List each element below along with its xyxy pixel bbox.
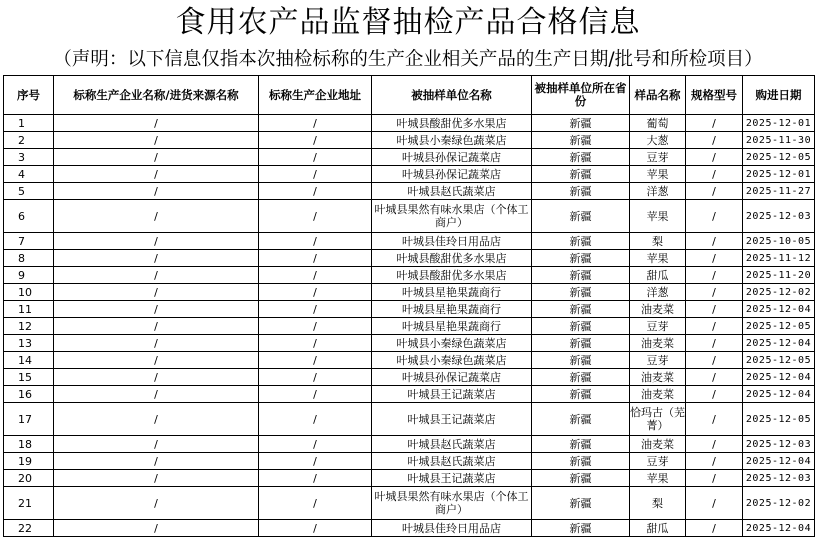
table-row [4,166,815,183]
cell-index: 15 [4,369,54,386]
cell-purchase-date: 2025-11-20 [743,267,815,284]
cell-province: 新疆 [532,453,630,470]
cell-spec: / [686,453,743,470]
table-row [4,403,815,436]
table-row [4,200,815,233]
cell-company: / [54,183,259,200]
cell-company: / [54,369,259,386]
cell-purchase-date: 2025-11-12 [743,250,815,267]
table-row [4,284,815,301]
cell-index: 11 [4,301,54,318]
cell-company: / [54,335,259,352]
cell-index: 7 [4,233,54,250]
cell-address: / [259,453,372,470]
table-row [4,149,815,166]
header-address: 标称生产企业地址 [259,76,372,115]
cell-purchase-date: 2025-12-02 [743,284,815,301]
cell-sampled-unit: 叶城县佳玲日用品店 [372,233,532,250]
cell-spec: / [686,233,743,250]
cell-sampled-unit: 叶城县星艳果蔬商行 [372,301,532,318]
cell-index: 17 [4,403,54,436]
table-row [4,233,815,250]
cell-purchase-date: 2025-12-02 [743,487,815,520]
cell-company: / [54,487,259,520]
cell-index: 10 [4,284,54,301]
cell-company: / [54,284,259,301]
cell-company: / [54,470,259,487]
cell-province: 新疆 [532,149,630,166]
cell-index: 1 [4,115,54,132]
cell-address: / [259,284,372,301]
cell-company: / [54,132,259,149]
cell-spec: / [686,284,743,301]
cell-company: / [54,149,259,166]
cell-province: 新疆 [532,301,630,318]
cell-sample-name: 豆芽 [630,453,686,470]
cell-purchase-date: 2025-12-04 [743,369,815,386]
cell-sample-name: 豆芽 [630,352,686,369]
cell-index: 18 [4,436,54,453]
cell-sample-name: 豆芽 [630,318,686,335]
cell-company: / [54,318,259,335]
cell-spec: / [686,318,743,335]
cell-sample-name: 苹果 [630,166,686,183]
cell-purchase-date: 2025-12-04 [743,453,815,470]
cell-spec: / [686,115,743,132]
cell-purchase-date: 2025-12-04 [743,386,815,403]
table-row [4,453,815,470]
cell-sampled-unit: 叶城县酸甜优多水果店 [372,267,532,284]
cell-index: 9 [4,267,54,284]
cell-sample-name: 洋葱 [630,183,686,200]
cell-company: / [54,250,259,267]
cell-purchase-date: 2025-11-27 [743,183,815,200]
cell-sample-name: 苹果 [630,250,686,267]
cell-sample-name: 梨 [630,487,686,520]
cell-address: / [259,132,372,149]
cell-address: / [259,115,372,132]
cell-spec: / [686,250,743,267]
cell-sampled-unit: 叶城县小秦绿色蔬菜店 [372,335,532,352]
cell-address: / [259,267,372,284]
cell-province: 新疆 [532,335,630,352]
cell-province: 新疆 [532,487,630,520]
cell-spec: / [686,183,743,200]
cell-sampled-unit: 叶城县赵氏蔬菜店 [372,183,532,200]
cell-address: / [259,318,372,335]
cell-sampled-unit: 叶城县小秦绿色蔬菜店 [372,132,532,149]
cell-address: / [259,487,372,520]
cell-address: / [259,166,372,183]
cell-index: 2 [4,132,54,149]
table-row [4,115,815,132]
cell-spec: / [686,301,743,318]
cell-province: 新疆 [532,403,630,436]
table-header-row [4,76,815,115]
cell-sampled-unit: 叶城县孙保记蔬菜店 [372,166,532,183]
cell-spec: / [686,267,743,284]
cell-sampled-unit: 叶城县王记蔬菜店 [372,403,532,436]
cell-company: / [54,115,259,132]
cell-address: / [259,233,372,250]
cell-purchase-date: 2025-12-01 [743,166,815,183]
cell-purchase-date: 2025-12-05 [743,318,815,335]
cell-company: / [54,436,259,453]
cell-province: 新疆 [532,284,630,301]
header-spec: 规格型号 [686,76,743,115]
cell-province: 新疆 [532,436,630,453]
cell-index: 19 [4,453,54,470]
table-row [4,183,815,200]
cell-province: 新疆 [532,132,630,149]
cell-address: / [259,250,372,267]
cell-index: 21 [4,487,54,520]
cell-spec: / [686,386,743,403]
cell-purchase-date: 2025-12-04 [743,520,815,537]
header-company: 标称生产企业名称/进货来源名称 [54,76,259,115]
page-title: 食用农产品监督抽检产品合格信息 [175,5,641,40]
table-row [4,132,815,149]
cell-spec: / [686,352,743,369]
cell-address: / [259,436,372,453]
table-row [4,369,815,386]
cell-purchase-date: 2025-12-03 [743,470,815,487]
header-index: 序号 [4,76,54,115]
cell-spec: / [686,149,743,166]
cell-sampled-unit: 叶城县酸甜优多水果店 [372,250,532,267]
cell-sampled-unit: 叶城县王记蔬菜店 [372,386,532,403]
cell-province: 新疆 [532,369,630,386]
cell-company: / [54,233,259,250]
cell-spec: / [686,403,743,436]
cell-sampled-unit: 叶城县星艳果蔬商行 [372,284,532,301]
cell-address: / [259,335,372,352]
table-row [4,335,815,352]
cell-sampled-unit: 叶城县果然有味水果店（个体工商户） [372,200,532,233]
cell-sampled-unit: 叶城县果然有味水果店（个体工商户） [372,487,532,520]
table-row [4,318,815,335]
cell-sampled-unit: 叶城县星艳果蔬商行 [372,318,532,335]
cell-index: 12 [4,318,54,335]
cell-sample-name: 油麦菜 [630,369,686,386]
cell-spec: / [686,436,743,453]
cell-sampled-unit: 叶城县孙保记蔬菜店 [372,369,532,386]
cell-index: 3 [4,149,54,166]
table-row [4,487,815,520]
cell-sampled-unit: 叶城县赵氏蔬菜店 [372,436,532,453]
cell-address: / [259,470,372,487]
cell-spec: / [686,166,743,183]
cell-purchase-date: 2025-12-04 [743,301,815,318]
cell-sample-name: 甜瓜 [630,520,686,537]
cell-purchase-date: 2025-12-05 [743,403,815,436]
cell-company: / [54,520,259,537]
cell-spec: / [686,487,743,520]
table-row [4,436,815,453]
header-sampled-unit: 被抽样单位名称 [372,76,532,115]
cell-company: / [54,301,259,318]
cell-province: 新疆 [532,166,630,183]
cell-sample-name: 油麦菜 [630,386,686,403]
table-row [4,352,815,369]
cell-sampled-unit: 叶城县酸甜优多水果店 [372,115,532,132]
cell-purchase-date: 2025-10-05 [743,233,815,250]
cell-company: / [54,453,259,470]
cell-province: 新疆 [532,115,630,132]
cell-purchase-date: 2025-12-01 [743,115,815,132]
cell-address: / [259,183,372,200]
cell-spec: / [686,369,743,386]
table-row [4,301,815,318]
cell-index: 5 [4,183,54,200]
cell-sampled-unit: 叶城县佳玲日用品店 [372,520,532,537]
cell-spec: / [686,335,743,352]
cell-province: 新疆 [532,352,630,369]
cell-address: / [259,352,372,369]
cell-address: / [259,200,372,233]
cell-company: / [54,267,259,284]
cell-company: / [54,352,259,369]
header-sample-name: 样品名称 [630,76,686,115]
cell-index: 4 [4,166,54,183]
table-row [4,386,815,403]
cell-address: / [259,369,372,386]
cell-index: 8 [4,250,54,267]
disclaimer-note: （声明：以下信息仅指本次抽检标称的生产企业相关产品的生产日期/批号和所检项目） [53,49,763,70]
header-purchase-date: 购进日期 [743,76,815,115]
cell-sampled-unit: 叶城县赵氏蔬菜店 [372,453,532,470]
cell-province: 新疆 [532,470,630,487]
cell-province: 新疆 [532,267,630,284]
cell-index: 16 [4,386,54,403]
results-table [3,75,815,537]
cell-province: 新疆 [532,233,630,250]
cell-sampled-unit: 叶城县王记蔬菜店 [372,470,532,487]
cell-index: 14 [4,352,54,369]
table-row [4,470,815,487]
cell-province: 新疆 [532,183,630,200]
cell-sample-name: 恰玛古（芜菁） [630,403,686,436]
cell-company: / [54,200,259,233]
cell-sample-name: 油麦菜 [630,436,686,453]
cell-sample-name: 油麦菜 [630,301,686,318]
cell-province: 新疆 [532,386,630,403]
cell-sample-name: 甜瓜 [630,267,686,284]
cell-index: 6 [4,200,54,233]
table-row [4,267,815,284]
cell-sample-name: 豆芽 [630,149,686,166]
cell-address: / [259,386,372,403]
cell-address: / [259,403,372,436]
table-body [4,115,815,537]
cell-purchase-date: 2025-12-05 [743,149,815,166]
header-province: 被抽样单位所在省份 [532,76,630,115]
cell-sampled-unit: 叶城县孙保记蔬菜店 [372,149,532,166]
cell-address: / [259,520,372,537]
cell-province: 新疆 [532,520,630,537]
cell-company: / [54,166,259,183]
cell-purchase-date: 2025-12-04 [743,335,815,352]
cell-purchase-date: 2025-11-30 [743,132,815,149]
cell-sample-name: 葡萄 [630,115,686,132]
cell-sample-name: 苹果 [630,470,686,487]
cell-sample-name: 大葱 [630,132,686,149]
cell-sample-name: 洋葱 [630,284,686,301]
cell-address: / [259,149,372,166]
cell-index: 22 [4,520,54,537]
cell-spec: / [686,470,743,487]
cell-address: / [259,301,372,318]
cell-spec: / [686,520,743,537]
cell-province: 新疆 [532,250,630,267]
cell-sampled-unit: 叶城县小秦绿色蔬菜店 [372,352,532,369]
cell-company: / [54,403,259,436]
cell-province: 新疆 [532,318,630,335]
cell-sample-name: 梨 [630,233,686,250]
cell-sample-name: 油麦菜 [630,335,686,352]
cell-spec: / [686,200,743,233]
cell-index: 20 [4,470,54,487]
cell-purchase-date: 2025-12-03 [743,436,815,453]
cell-index: 13 [4,335,54,352]
cell-sample-name: 苹果 [630,200,686,233]
cell-purchase-date: 2025-12-03 [743,200,815,233]
cell-spec: / [686,132,743,149]
table-row [4,250,815,267]
cell-province: 新疆 [532,200,630,233]
table-row [4,520,815,537]
cell-company: / [54,386,259,403]
cell-purchase-date: 2025-12-05 [743,352,815,369]
